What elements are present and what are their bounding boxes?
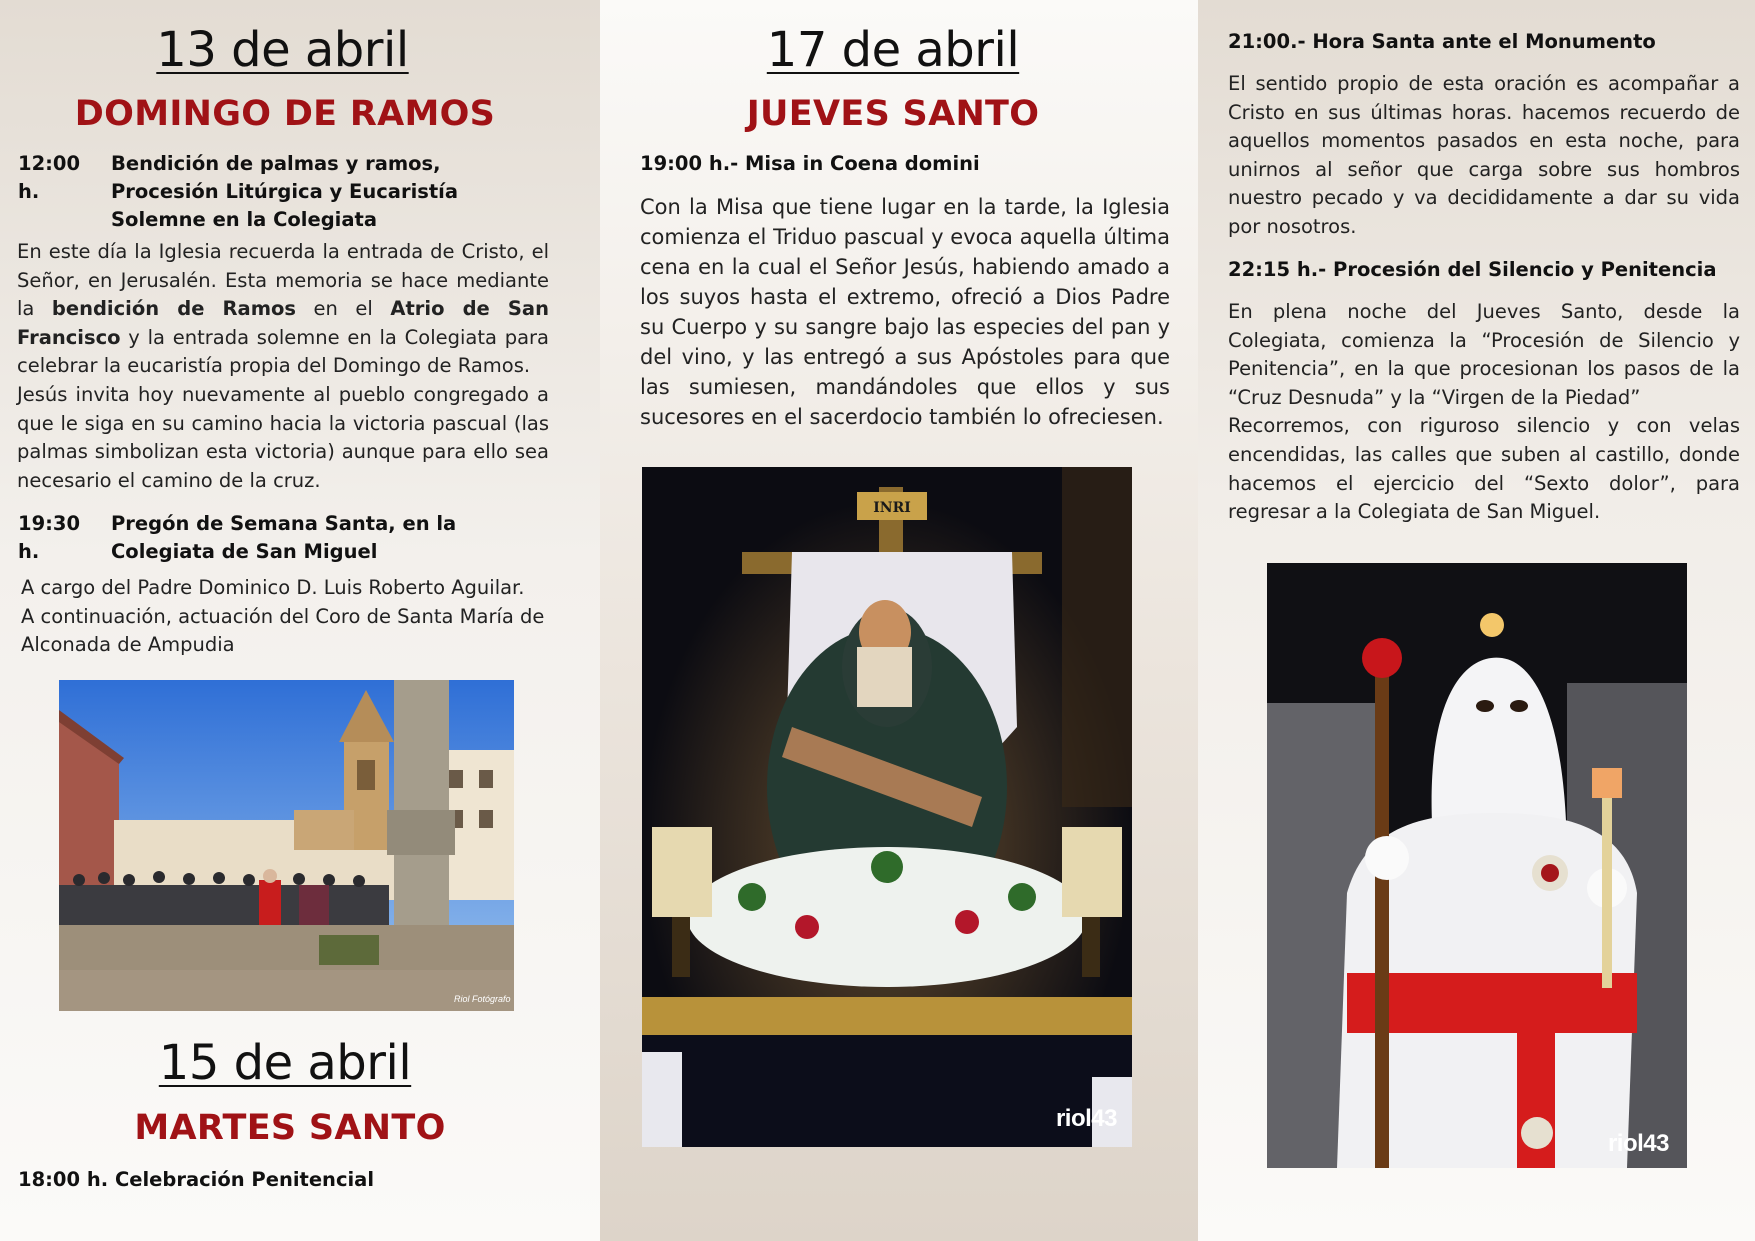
event-misa-coena-domini: 19:00 h.- Misa in Coena domini xyxy=(640,152,980,175)
watermark-riol43: riol43 xyxy=(1607,1130,1669,1157)
bold-text: bendición de Ramos xyxy=(51,297,297,321)
paragraph-procesion xyxy=(1228,298,1740,527)
photo-procesion-ramos xyxy=(59,680,514,1011)
event-time: 12:00 h. xyxy=(18,152,81,203)
day-title-jueves-santo: JUEVES SANTO xyxy=(746,94,1040,134)
photo-nazareno xyxy=(1267,563,1687,1168)
event-hora-santa: 21:00.- Hora Santa ante el Monumento xyxy=(1228,30,1656,53)
paragraph-jueves: Con la Misa que tiene lugar en la tarde, la Iglesia comienza el Triduo pascual y evoca aquella última cena en la cual el Señor Jesús, habiendo amado a los suyos hasta el extremo, ofreció a Dios Padre su Cuerpo y su sangre bajo las especies del pan y del vino, y las entregó a sus Apóstoles para que las sumiesen, mandándoles que ellos y sus sucesores en el sacerdocio también lo ofreciesen. xyxy=(640,195,1170,429)
event-procesion-silencio: 22:15 h.- Procesión del Silencio y Penitencia xyxy=(1228,258,1717,281)
note-text: A cargo del Padre Dominico D. Luis Roberto Aguilar. xyxy=(21,576,525,599)
paragraph-text: en el xyxy=(296,297,391,321)
date-13-abril: 13 de abril xyxy=(156,22,409,78)
event-notes xyxy=(21,574,551,660)
bold-text: Atrio de San Francisco xyxy=(17,297,549,349)
note-text: A continuación, actuación del Coro de Santa María de Alconada de Ampudia xyxy=(21,604,545,657)
photo-virgen-de-la-piedad xyxy=(642,467,1132,1147)
column-domingo-de-ramos xyxy=(0,0,600,1241)
event-title: Pregón de Semana Santa, en la Colegiata de San Miguel xyxy=(111,512,457,563)
paragraph-text: En plena noche del Jueves Santo, desde la Colegiata, comienza la “Procesión de Silencio y Penitencia”, en la que procesionan los pasos de la “Cruz Desnuda” y la “Virgen de la Piedad” xyxy=(1228,300,1740,409)
inri-plaque: INRI xyxy=(873,500,911,516)
paragraph-hora-santa: El sentido propio de esta oración es acompañar a Cristo en sus últimas horas. hacemos recuerdo de aquellos momentos pasados en esta noche, para unirnos al señor que carga sobre sus hombros nuestro pecado y va decididamente a dar su vida por nosotros. xyxy=(1228,72,1740,238)
photo-credit: Riol Fotógrafo xyxy=(454,994,511,1004)
watermark-riol43: riol43 xyxy=(1055,1105,1117,1132)
event-title: Bendición de palmas y ramos, Procesión Litúrgica y Eucaristía Solemne en la Colegiata xyxy=(111,152,459,231)
event-time: 19:30 h. xyxy=(18,512,81,563)
date-15-abril: 15 de abril xyxy=(158,1035,412,1091)
date-17-abril: 17 de abril xyxy=(766,22,1020,78)
paragraph-text: Jesús invita hoy nuevamente al pueblo congregado a que le siga en su camino hacia la victoria pascual (las palmas simbolizan esta victoria) aunque para ello sea necesario el camino de la cruz. xyxy=(17,382,549,492)
paragraph-domingo xyxy=(17,238,549,495)
day-title-domingo-de-ramos: DOMINGO DE RAMOS xyxy=(74,94,496,134)
paragraph-text: y la entrada solemne en la Colegiata para celebrar la eucaristía propia del Domingo de Ramos. xyxy=(17,325,549,378)
day-title-martes-santo: MARTES SANTO xyxy=(134,1108,446,1148)
event-celebracion-penitencial: 18:00 h. Celebración Penitencial xyxy=(18,1168,375,1191)
paragraph-text: Recorremos, con riguroso silencio y con velas encendidas, las calles que suben al castillo, donde hacemos el ejercicio del “Sexto dolor”, para regresar a la Colegiata de San Miguel. xyxy=(1228,414,1740,524)
column-jueves-santo-noche xyxy=(1198,0,1755,1241)
column-jueves-santo xyxy=(600,0,1198,1241)
paragraph-text: En este día la Iglesia recuerda la entrada de Cristo, el Señor, en Jerusalén. Esta memoria se hace mediante la xyxy=(17,240,549,321)
